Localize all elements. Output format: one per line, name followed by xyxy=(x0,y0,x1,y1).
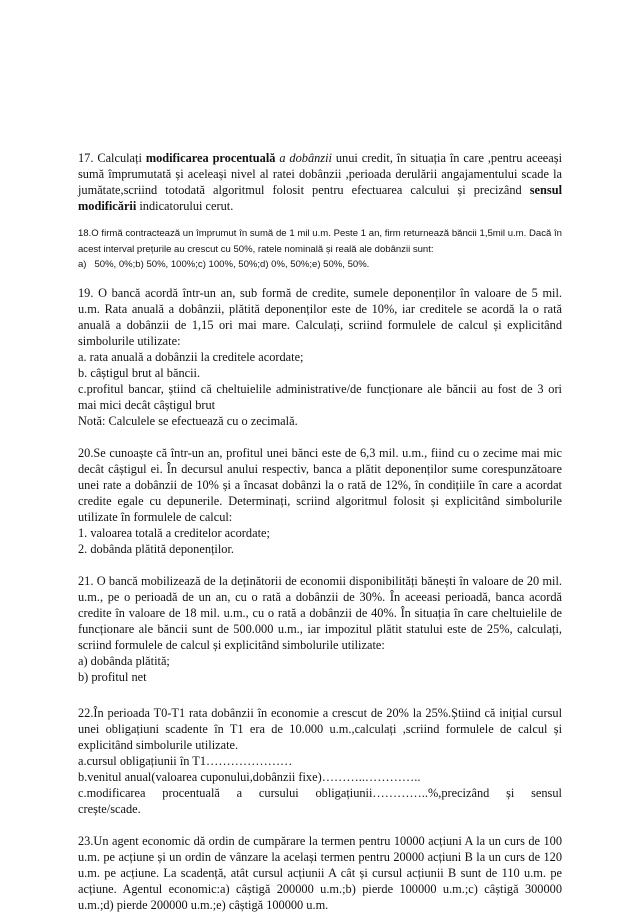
question-21: 21. O bancă mobilizează de la deținătorii de economii disponibilități bănești în valoare de 20 mil. u.m., pe o perioadă de un an, cu o rată a dobânzii de 30%. În aceeasi perioadă, banca acordă credite în valoare de 18 mil. u.m., cu o rată a dobânzii de 40%. În situația în care cheltuielile de funcționare ale băncii sunt de 500.000 u.m., iar impozitul plătit statului este de 25%, calculați, scriind formulele de calcul și explicitând simbolurile utilizate: xyxy=(78,573,562,652)
question-21-item-b: b) profitul net xyxy=(78,669,147,684)
q17-bold-term-2: sensul modificării xyxy=(78,183,562,213)
question-18: 18.O firmă contractează un împrumut în sumă de 1 mil u.m. Peste 1 an, firm returnează băncii 1,5mil u.m. Dacă în acest interval prețurile au crescut cu 50%, ratele nominală și reală ale dobânzii sunt: xyxy=(78,228,562,255)
q17-italic-term: a dobânzii xyxy=(275,151,332,165)
question-22-item-c-end: crește/scade. xyxy=(78,801,141,816)
question-19-note: Notă: Calculele se efectuează cu o zecimală. xyxy=(78,413,298,428)
question-22: 22.În perioada T0-T1 rata dobânzii în economie a crescut de 20% la 25%.Știind că inițial cursul unei obligațiuni scadente în T1 era de 10.000 u.m.,calculați ,scriind formulele de calcul și explicitând simbolurile utilizate. xyxy=(78,705,562,752)
question-19-item-b: b. câștigul brut al băncii. xyxy=(78,365,201,380)
q17-bold-term: modificarea procentuală xyxy=(145,151,276,165)
question-22-item-b: b.venitul anual(valoarea cuponului,dobânzii fixe)………..………….. xyxy=(78,769,421,784)
question-20-item-2: 2. dobânda plătită deponenților. xyxy=(78,541,234,556)
question-23: 23.Un agent economic dă ordin de cumpărare la termen pentru 10000 acțiuni A la un curs de 100 u.m. pe acțiune și un ordin de vânzare la același termen pentru 20000 acțiuni B la un curs de 120 u.m. pe acțiune. La scadență, atât cursul acțiunii A cât și cursul acțiunii B sunt de 110 u.m. pe acțiune. Agentul economic:a) câștigă 200000 u.m.;b) pierde 100000 u.m.;c) câștigă 300000 u.m.;d) pierde 200000 u.m.;e) câștigă 100000 u.m. xyxy=(78,833,562,912)
question-20-item-1: 1. valoarea totală a creditelor acordate; xyxy=(78,525,270,540)
question-22-item-a: a.cursul obligațiunii în T1………………… xyxy=(78,753,293,768)
question-19-item-c: c.profitul bancar, știind că cheltuielile administrative/de funcționare ale băncii au fost de 3 ori mai mici decât câștigul brut xyxy=(78,381,562,412)
question-19-item-a: a. rata anuală a dobânzii la creditele acordate; xyxy=(78,349,304,364)
question-20: 20.Se cunoaște că într-un an, profitul unei bănci este de 6,3 mil. u.m., fiind cu o zecime mai mic decât câștigul ei. În decursul anului respectiv, banca a plătit deponenților sume corespunzătoare unei rate a dobânzii de 10% și a încasat dobânzi la o rată de 12%, în condițiile în care a acordat credite egale cu depunerile. Determinați, scriind algoritmul folosit și explicitând simbolurile utilizate în formulele de calcul: xyxy=(78,445,562,524)
document-page xyxy=(78,150,562,913)
question-17: 17. Calculați modificarea procentuală a dobânzii unui credit, în situația în care ,pentru aceeași sumă împrumutată și aceleași nivel al ratei dobânzii ,perioada derulării angajamentului scade la jumătate,scriind totodată algoritmul folosit pentru efectuarea calcului și precizând sensul modificării indicatorului cerut. xyxy=(78,151,562,213)
question-21-item-a: a) dobânda plătită; xyxy=(78,653,170,668)
question-19: 19. O bancă acordă într-un an, sub formă de credite, sumele deponenților în valoare de 5 mil. u.m. Rata anuală a dobânzii, plătită deponenților este de 10%, iar creditele se acordă la o rată anuală a dobânzii de 1,15 ori mai mare. Calculați, scriind formulele de calcul și explicitând simbolurile utilizate: xyxy=(78,285,562,348)
question-22-item-c: c.modificarea procentuală a cursului obligațiunii…………..%,precizând și sensul xyxy=(78,785,562,800)
question-18-options: a) 50%, 0%;b) 50%, 100%;c) 100%, 50%;d) 0%, 50%;e) 50%, 50%. xyxy=(78,259,370,270)
